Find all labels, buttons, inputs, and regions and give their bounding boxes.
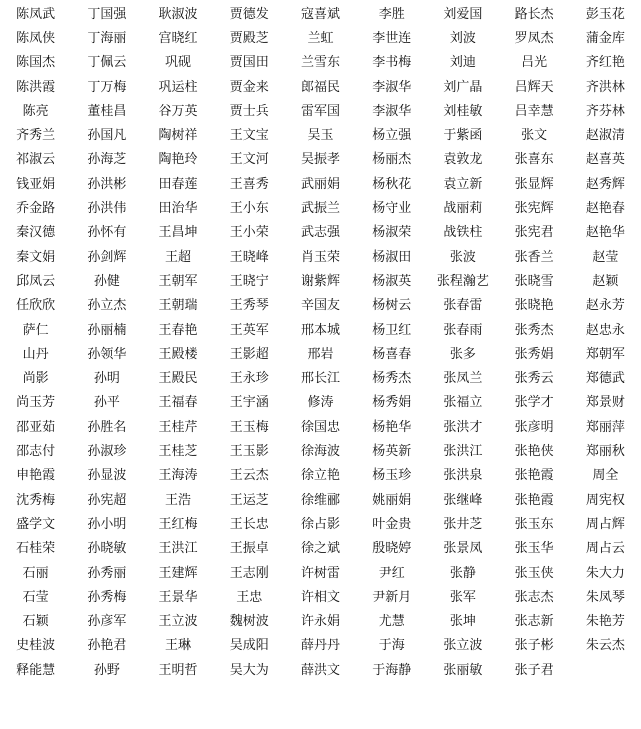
name-cell: 孙艳君 — [87, 638, 127, 654]
name-cell: 张福立 — [443, 395, 483, 411]
name-cell: 朱云杰 — [585, 638, 625, 654]
name-cell: 郑丽萍 — [585, 419, 625, 435]
name-cell: 刘广晶 — [443, 79, 483, 95]
name-cell: 杨淑荣 — [372, 225, 412, 241]
name-cell: 张洪泉 — [443, 468, 483, 484]
name-cell: 李书梅 — [372, 55, 412, 71]
name-cell: 史桂波 — [16, 638, 56, 654]
name-cell: 陈凤侠 — [16, 30, 56, 46]
name-cell: 张志杰 — [514, 589, 554, 605]
name-cell: 齐洪林 — [585, 79, 625, 95]
name-cell: 杨卫红 — [372, 322, 412, 338]
name-cell: 王殿楼 — [158, 346, 198, 362]
name-cell: 陈洪霞 — [16, 79, 56, 95]
name-cell: 徐之斌 — [300, 541, 340, 557]
name-cell: 孙晓敏 — [87, 541, 127, 557]
name-cell: 于海 — [378, 638, 405, 654]
name-cell: 丁国强 — [87, 6, 127, 22]
name-cell: 尹新月 — [372, 589, 412, 605]
name-cell: 刘波 — [449, 30, 476, 46]
name-cell: 周占辉 — [585, 516, 625, 532]
name-cell: 杨淑英 — [372, 273, 412, 289]
name-cell: 徐维郦 — [300, 492, 340, 508]
name-cell: 王红梅 — [158, 516, 198, 532]
name-cell: 齐秀兰 — [16, 128, 56, 144]
name-cell: 许相文 — [300, 589, 340, 605]
name-cell: 杨淑田 — [372, 249, 412, 265]
name-cell: 赵喜英 — [585, 152, 625, 168]
name-cell: 谷万英 — [158, 103, 198, 119]
name-cell: 秦文娟 — [16, 249, 56, 265]
name-cell: 王影超 — [229, 346, 269, 362]
name-cell: 齐红艳 — [585, 55, 625, 71]
name-cell: 沈秀梅 — [16, 492, 56, 508]
name-cell: 王浩 — [165, 492, 192, 508]
name-cell: 张洪江 — [443, 444, 483, 460]
name-cell: 孙秀丽 — [87, 565, 127, 581]
name-cell: 尚玉芳 — [16, 395, 56, 411]
name-cell: 石颖 — [22, 614, 49, 630]
name-cell: 路长杰 — [514, 6, 554, 22]
name-cell: 薛洪文 — [300, 662, 340, 678]
name-cell: 薛丹丹 — [300, 638, 340, 654]
name-cell: 孙宪超 — [87, 492, 127, 508]
name-cell: 杨艳华 — [372, 419, 412, 435]
name-cell: 杨丽杰 — [372, 152, 412, 168]
name-cell: 赵颖 — [592, 273, 619, 289]
name-cell: 孙秀梅 — [87, 589, 127, 605]
name-cell: 赵秀辉 — [585, 176, 625, 192]
name-cell: 张学才 — [514, 395, 554, 411]
name-cell: 田春莲 — [158, 176, 198, 192]
name-cell: 张景凤 — [443, 541, 483, 557]
name-cell: 姚丽娟 — [372, 492, 412, 508]
name-cell: 王文宝 — [229, 128, 269, 144]
name-cell: 张子彬 — [514, 638, 554, 654]
name-cell: 刘迪 — [449, 55, 476, 71]
name-cell: 齐芬林 — [585, 103, 625, 119]
name-cell: 尹红 — [378, 565, 405, 581]
name-cell: 吕幸慧 — [514, 103, 554, 119]
name-cell: 蒲金库 — [585, 30, 625, 46]
name-cell: 张多 — [449, 346, 476, 362]
name-cell: 朱艳芳 — [585, 614, 625, 630]
name-cell: 王殿民 — [158, 371, 198, 387]
name-cell: 王晓宁 — [229, 273, 269, 289]
name-cell: 张显辉 — [514, 176, 554, 192]
name-cell: 周宪权 — [585, 492, 625, 508]
name-cell: 王明哲 — [158, 662, 198, 678]
name-cell: 张香兰 — [514, 249, 554, 265]
name-cell: 张玉华 — [514, 541, 554, 557]
name-cell: 王永珍 — [229, 371, 269, 387]
name-cell: 吴大为 — [229, 662, 269, 678]
name-cell: 陶艳玲 — [158, 152, 198, 168]
name-cell: 张彦明 — [514, 419, 554, 435]
name-cell: 孙淑珍 — [87, 444, 127, 460]
name-cell: 贾士兵 — [229, 103, 269, 119]
name-cell: 张秀云 — [514, 371, 554, 387]
name-cell: 王桂芝 — [158, 444, 198, 460]
name-cell: 钱亚娟 — [16, 176, 56, 192]
name-cell: 祁淑云 — [16, 152, 56, 168]
name-cell: 叶金贵 — [372, 516, 412, 532]
name-cell: 张春雷 — [443, 298, 483, 314]
name-cell: 李胜 — [378, 6, 405, 22]
name-cell: 王桂芹 — [158, 419, 198, 435]
name-cell: 孙丽楠 — [87, 322, 127, 338]
name-cell: 吴成阳 — [229, 638, 269, 654]
name-cell: 孙野 — [93, 662, 120, 678]
name-cell: 张艳霞 — [514, 468, 554, 484]
name-cell: 魏树波 — [229, 614, 269, 630]
name-cell: 尤慧 — [378, 614, 405, 630]
name-cell: 孙胜名 — [87, 419, 127, 435]
name-cell: 王宇涵 — [229, 395, 269, 411]
name-cell: 孙明 — [93, 371, 120, 387]
name-cell: 肖玉荣 — [300, 249, 340, 265]
name-cell: 张玉东 — [514, 516, 554, 532]
name-cell: 张立波 — [443, 638, 483, 654]
name-cell: 王喜秀 — [229, 176, 269, 192]
name-cell: 王长忠 — [229, 516, 269, 532]
name-cell: 陶树祥 — [158, 128, 198, 144]
name-cell: 孙怀有 — [87, 225, 127, 241]
name-cell: 张坤 — [449, 614, 476, 630]
name-cell: 石莹 — [22, 589, 49, 605]
name-cell: 秦汉德 — [16, 225, 56, 241]
name-cell: 郎福民 — [300, 79, 340, 95]
name-cell: 修涛 — [307, 395, 334, 411]
name-cell: 邱凤云 — [16, 273, 56, 289]
name-cell: 乔金路 — [16, 201, 56, 217]
name-cell: 孙小明 — [87, 516, 127, 532]
name-cell: 周占云 — [585, 541, 625, 557]
name-cell: 王昌坤 — [158, 225, 198, 241]
name-cell: 邢岩 — [307, 346, 334, 362]
name-cell: 寇喜斌 — [300, 6, 340, 22]
name-cell: 王英军 — [229, 322, 269, 338]
name-cell: 张井芝 — [443, 516, 483, 532]
name-cell: 吕光 — [521, 55, 548, 71]
name-cell: 赵艳春 — [585, 201, 625, 217]
name-cell: 张文 — [521, 128, 548, 144]
name-cell: 贾国田 — [229, 55, 269, 71]
name-cell: 尚影 — [22, 371, 49, 387]
name-cell: 杨秀娟 — [372, 395, 412, 411]
name-cell: 陈国杰 — [16, 55, 56, 71]
name-cell: 朱大力 — [585, 565, 625, 581]
name-cell: 吕辉天 — [514, 79, 554, 95]
name-cell: 武振兰 — [300, 201, 340, 217]
name-cell: 杨玉珍 — [372, 468, 412, 484]
name-cell: 郑丽秋 — [585, 444, 625, 460]
name-cell: 徐占影 — [300, 516, 340, 532]
name-cell: 王朝瑞 — [158, 298, 198, 314]
name-cell: 杨秀杰 — [372, 371, 412, 387]
name-cell: 孙国凡 — [87, 128, 127, 144]
name-cell: 李淑华 — [372, 103, 412, 119]
name-cell: 雷军国 — [300, 103, 340, 119]
name-cell: 张玉侠 — [514, 565, 554, 581]
name-cell: 朱凤琴 — [585, 589, 625, 605]
name-cell: 李世连 — [372, 30, 412, 46]
name-cell: 张静 — [449, 565, 476, 581]
name-cell: 孙洪彬 — [87, 176, 127, 192]
name-cell: 石丽 — [22, 565, 49, 581]
name-cell: 许树雷 — [300, 565, 340, 581]
name-cell: 申艳霞 — [16, 468, 56, 484]
name-cell: 张丽敏 — [443, 662, 483, 678]
name-cell: 石桂荣 — [16, 541, 56, 557]
name-cell: 王建辉 — [158, 565, 198, 581]
name-cell: 张晓艳 — [514, 298, 554, 314]
name-cell: 赵忠永 — [585, 322, 625, 338]
name-cell: 邵亚茹 — [16, 419, 56, 435]
name-cell: 张秀娟 — [514, 346, 554, 362]
name-cell: 吴玉 — [307, 128, 334, 144]
name-cell: 张洪才 — [443, 419, 483, 435]
name-cell: 孙平 — [93, 395, 120, 411]
name-cell: 赵永芳 — [585, 298, 625, 314]
name-cell: 杨喜春 — [372, 346, 412, 362]
name-cell: 王玉梅 — [229, 419, 269, 435]
name-cell: 王立波 — [158, 614, 198, 630]
name-cell: 耿淑波 — [158, 6, 198, 22]
name-cell: 王文河 — [229, 152, 269, 168]
name-cell: 盛学文 — [16, 516, 56, 532]
name-cell: 贾金来 — [229, 79, 269, 95]
name-cell: 周全 — [592, 468, 619, 484]
name-cell: 张子君 — [514, 662, 554, 678]
name-cell: 杨秋花 — [372, 176, 412, 192]
name-cell: 杨守业 — [372, 201, 412, 217]
name-cell: 杨英新 — [372, 444, 412, 460]
name-cell: 邢长江 — [300, 371, 340, 387]
name-cell: 丁万梅 — [87, 79, 127, 95]
name-cell: 张程瀚艺 — [436, 273, 489, 289]
name-cell: 董桂昌 — [87, 103, 127, 119]
name-cell: 张秀杰 — [514, 322, 554, 338]
name-cell: 赵莹 — [592, 249, 619, 265]
name-cell: 陈亮 — [22, 103, 49, 119]
name-cell: 邢本城 — [300, 322, 340, 338]
name-cell: 萨仁 — [22, 322, 49, 338]
name-cell: 王云杰 — [229, 468, 269, 484]
name-cell: 王超 — [165, 249, 192, 265]
name-cell: 王小东 — [229, 201, 269, 217]
name-cell: 丁海丽 — [87, 30, 127, 46]
name-cell: 郑朝军 — [585, 346, 625, 362]
name-cell: 孙领华 — [87, 346, 127, 362]
name-cell: 孙剑辉 — [87, 249, 127, 265]
name-cell: 辛国友 — [300, 298, 340, 314]
name-cell: 赵艳华 — [585, 225, 625, 241]
name-cell: 张喜东 — [514, 152, 554, 168]
name-cell: 兰虹 — [307, 30, 334, 46]
name-cell: 王秀琴 — [229, 298, 269, 314]
name-cell: 孙显波 — [87, 468, 127, 484]
name-cell: 赵淑清 — [585, 128, 625, 144]
name-cell: 张春雨 — [443, 322, 483, 338]
name-cell: 郑德武 — [585, 371, 625, 387]
name-cell: 徐海波 — [300, 444, 340, 460]
name-cell: 王春艳 — [158, 322, 198, 338]
name-cell: 王小荣 — [229, 225, 269, 241]
name-cell: 王振卓 — [229, 541, 269, 557]
name-cell: 孙健 — [93, 273, 120, 289]
name-cell: 王晓峰 — [229, 249, 269, 265]
name-cell: 罗凤杰 — [514, 30, 554, 46]
name-cell: 刘桂敏 — [443, 103, 483, 119]
name-cell: 孙彦军 — [87, 614, 127, 630]
name-cell: 袁敦龙 — [443, 152, 483, 168]
name-cell: 于海静 — [372, 662, 412, 678]
name-cell: 战丽莉 — [443, 201, 483, 217]
name-cell: 王海涛 — [158, 468, 198, 484]
name-cell: 王福春 — [158, 395, 198, 411]
name-cell: 王玉影 — [229, 444, 269, 460]
name-cell: 张继峰 — [443, 492, 483, 508]
name-cell: 徐立艳 — [300, 468, 340, 484]
name-cell: 徐国忠 — [300, 419, 340, 435]
name-cell: 王忠 — [236, 589, 263, 605]
name-cell: 陈凤武 — [16, 6, 56, 22]
name-cell: 田治华 — [158, 201, 198, 217]
name-cell: 殷晓婷 — [372, 541, 412, 557]
name-cell: 山丹 — [22, 346, 49, 362]
name-cell: 巩运柱 — [158, 79, 198, 95]
name-cell: 张艳侠 — [514, 444, 554, 460]
name-cell: 丁佩云 — [87, 55, 127, 71]
name-cell: 释能慧 — [16, 662, 56, 678]
name-cell: 贾德发 — [229, 6, 269, 22]
name-cell: 张凤兰 — [443, 371, 483, 387]
name-cell: 武志强 — [300, 225, 340, 241]
name-cell: 于紫函 — [443, 128, 483, 144]
name-cell: 孙立杰 — [87, 298, 127, 314]
name-cell: 贾殿芝 — [229, 30, 269, 46]
name-cell: 王朝军 — [158, 273, 198, 289]
name-cell: 张艳霞 — [514, 492, 554, 508]
name-cell: 战铁柱 — [443, 225, 483, 241]
name-cell: 张晓雪 — [514, 273, 554, 289]
name-cell: 杨立强 — [372, 128, 412, 144]
name-cell: 郑景财 — [585, 395, 625, 411]
name-cell: 张军 — [449, 589, 476, 605]
name-cell: 王运芝 — [229, 492, 269, 508]
name-cell: 王景华 — [158, 589, 198, 605]
name-cell: 吴振孝 — [300, 152, 340, 168]
name-cell: 王洪江 — [158, 541, 198, 557]
name-cell: 任欣欣 — [16, 298, 56, 314]
name-cell: 武丽娟 — [300, 176, 340, 192]
name-cell: 谢紫辉 — [300, 273, 340, 289]
name-cell: 张宪君 — [514, 225, 554, 241]
name-cell: 张志新 — [514, 614, 554, 630]
name-cell: 王琳 — [165, 638, 192, 654]
name-cell — [570, 656, 641, 680]
name-cell: 彭玉花 — [585, 6, 625, 22]
name-cell: 巩砚 — [165, 55, 192, 71]
name-cell: 宫晓红 — [158, 30, 198, 46]
name-cell: 孙海芝 — [87, 152, 127, 168]
name-cell: 邵志付 — [16, 444, 56, 460]
name-cell: 王志刚 — [229, 565, 269, 581]
name-cell: 张波 — [449, 249, 476, 265]
name-cell: 许永娟 — [300, 614, 340, 630]
name-cell: 刘爱国 — [443, 6, 483, 22]
name-cell: 孙洪伟 — [87, 201, 127, 217]
name-cell: 杨树云 — [372, 298, 412, 314]
name-cell: 张宪辉 — [514, 201, 554, 217]
name-cell: 袁立新 — [443, 176, 483, 192]
name-cell: 李淑华 — [372, 79, 412, 95]
name-cell: 兰雪东 — [300, 55, 340, 71]
